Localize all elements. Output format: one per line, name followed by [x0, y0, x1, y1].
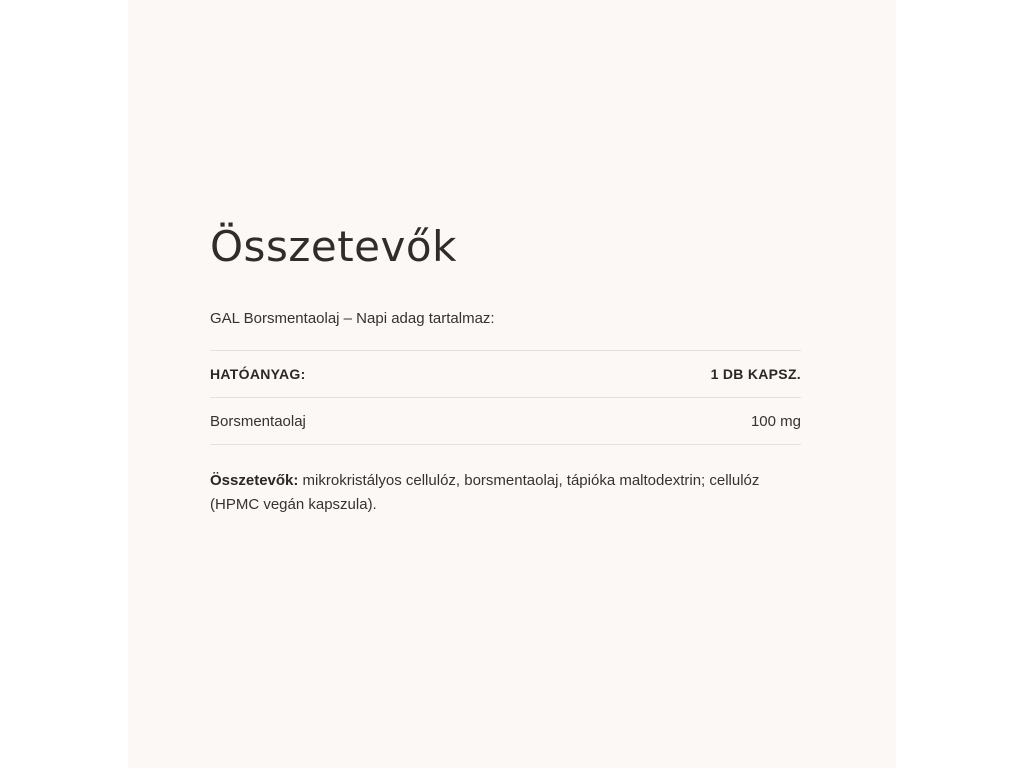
header-ingredient: HATÓANYAG:: [210, 366, 306, 382]
header-amount: 1 DB KAPSZ.: [710, 366, 801, 382]
composition-text: [210, 469, 801, 517]
intro-text: GAL Borsmentaolaj – Napi adag tartalmaz:: [210, 310, 495, 327]
row-ingredient: Borsmentaolaj: [210, 412, 306, 430]
row-amount: 100 mg: [750, 412, 801, 430]
table-row: [210, 398, 801, 445]
ingredients-table: [210, 350, 801, 445]
composition-body: mikrokristályos cellulóz, borsmentaolaj, tápióka maltodextrin; cellulóz (HPMC vegán kapszula).: [210, 472, 760, 513]
page-title: Összetevők: [210, 222, 457, 271]
content-panel: [128, 0, 896, 768]
ingredients-section: [210, 222, 801, 517]
table-header-row: [210, 351, 801, 398]
composition-label: Összetevők:: [210, 472, 299, 489]
